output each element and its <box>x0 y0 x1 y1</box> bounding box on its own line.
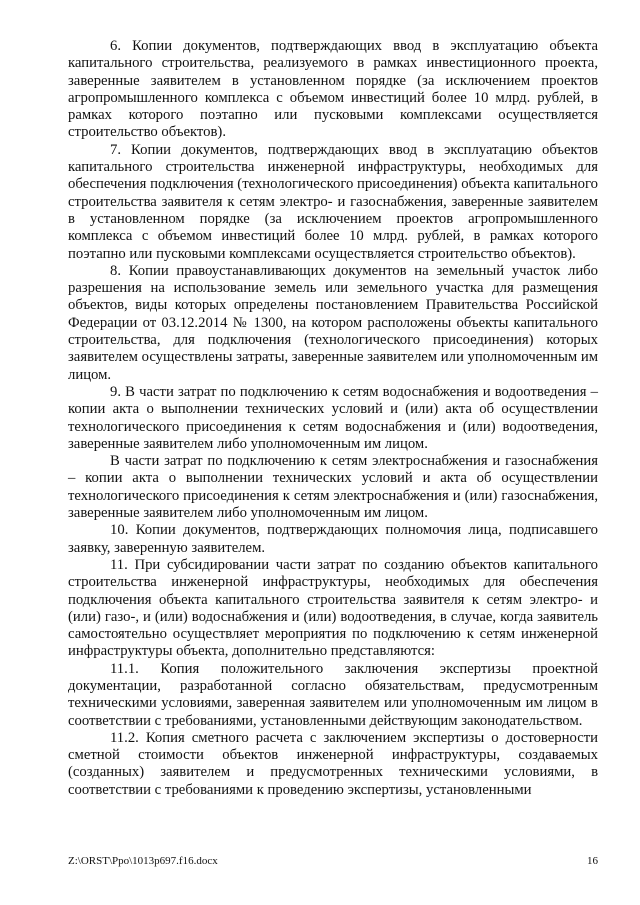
paragraph-6: 6. Копии документов, подтверждающих ввод в эксплуатацию объекта капитального строительства, реализуемого в рамках инвестиционного проекта, заверенные заявителем в установленном порядке (за исключением проектов агропромышленного комплекса с объемом инвестиций более 10 млрд. рублей, в рамках которого поэтапно или пусковыми комплексами осуществляется строительство объектов). <box>68 38 598 141</box>
paragraph-7: 7. Копии документов, подтверждающих ввод в эксплуатацию объектов капитального строительства инженерной инфраструктуры, необходимых для обеспечения подключения (технологического присоединения) объекта капитального строительства заявителя к сетям электро- и газоснабжения, заверенные заявителем в установленном порядке (за исключением проектов агропромышленного комплекса с объемом инвестиций более 10 млрд. рублей, в рамках которого поэтапно или пусковыми комплексами осуществляется строительство объектов). <box>68 141 598 262</box>
page-number: 16 <box>587 855 598 867</box>
page-footer <box>68 855 598 867</box>
file-path: Z:\ORST\Ppo\1013p697.f16.docx <box>68 855 218 867</box>
paragraph-11-1: 11.1. Копия положительного заключения экспертизы проектной документации, разработанной согласно обязательствам, предусмотренным техническими условиями, заверенная заявителем или уполномоченным им лицом в соответствии с требованиями, установленными действующим законодательством. <box>68 660 598 729</box>
paragraph-9-continued: В части затрат по подключению к сетям электроснабжения и газоснабжения – копии акта о выполнении технических условий и акта об осуществлении технологического присоединения к сетям электроснабжения и (или) газоснабжения, заверенные заявителем либо уполномоченным им лицом. <box>68 453 598 522</box>
paragraph-11-2: 11.2. Копия сметного расчета с заключением экспертизы о достоверности сметной стоимости объектов инженерной инфраструктуры, создаваемых (созданных) заявителем и предусмотренных техническими условиями, в соответствии с требованиями к проведению экспертизы, установленными <box>68 729 598 798</box>
paragraph-11: 11. При субсидировании части затрат по созданию объектов капитального строительства инженерной инфраструктуры, необходимых для обеспечения подключения объекта капитального строительства заявителя к сетям электро- и (или) газо-, и (или) водоснабжения и (или) водоотведения, в случае, когда заявитель самостоятельно осуществляет мероприятия по подключению к сетям инженерной инфраструктуры объекта, дополнительно представляются: <box>68 556 598 660</box>
paragraph-10: 10. Копии документов, подтверждающих полномочия лица, подписавшего заявку, заверенную заявителем. <box>68 522 598 556</box>
paragraph-9: 9. В части затрат по подключению к сетям водоснабжения и водоотведения – копии акта о выполнении технических условий и (или) акта об осуществлении технологического присоединения к сетям водоснабжения и (или) водоотведения, заверенные заявителем либо уполномоченным им лицом. <box>68 383 598 452</box>
paragraph-8: 8. Копии правоустанавливающих документов на земельный участок либо разрешения на использование земель или земельного участка для размещения объектов, виды которых определены постановлением Правительства Российской Федерации от 03.12.2014 № 1300, на котором расположены объекты капитального строительства, для подключения (технологического присоединения) которых заявителем осуществлены затраты, заверенные заявителем или уполномоченным им лицом. <box>68 262 598 383</box>
document-body <box>68 38 598 799</box>
